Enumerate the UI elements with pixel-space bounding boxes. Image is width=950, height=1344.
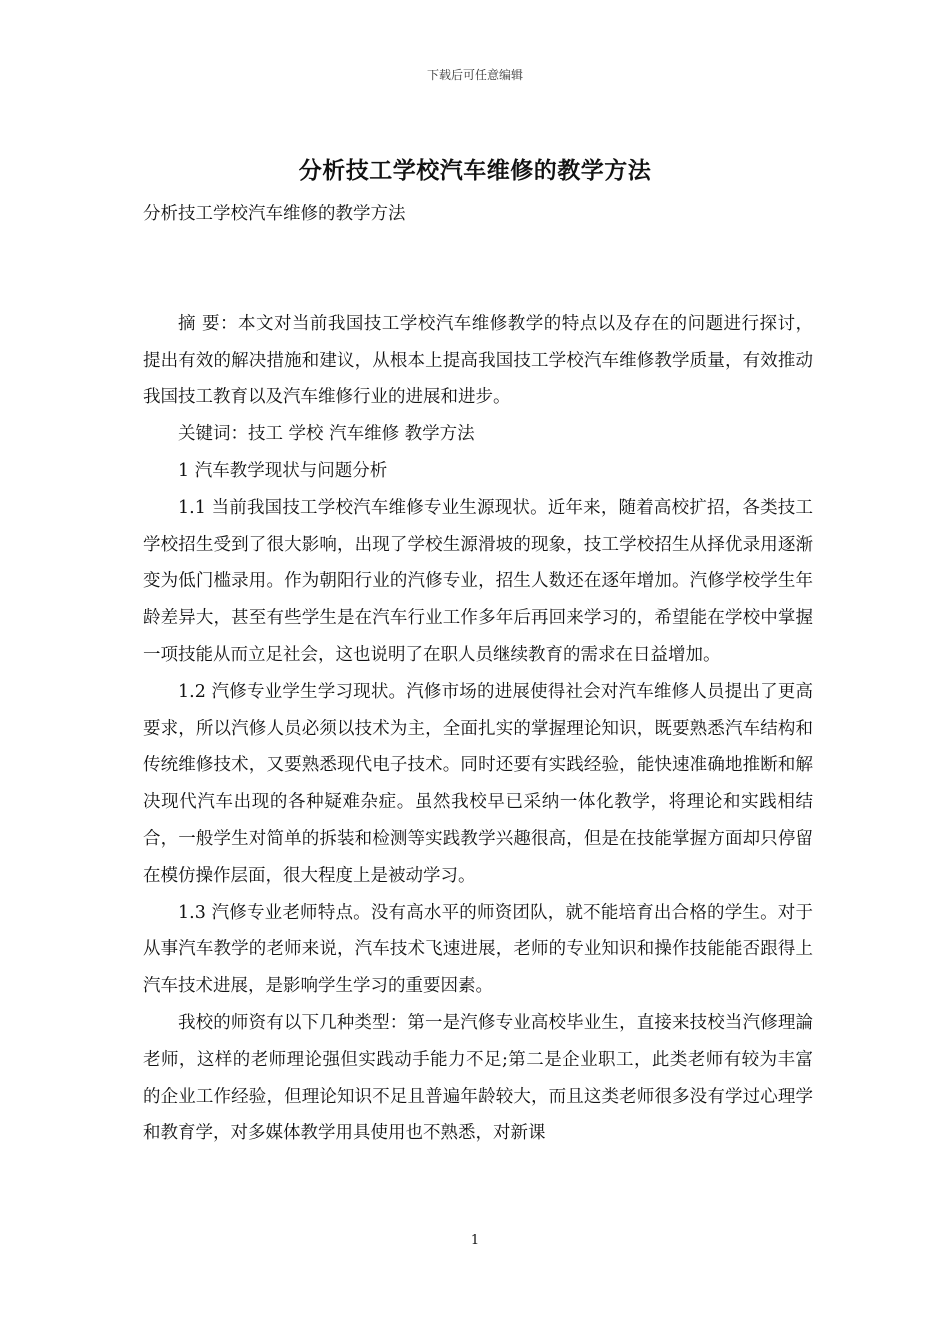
header-note: 下载后可任意编辑 [426, 68, 523, 82]
body-paragraph: 1.2 汽修专业学生学习现状。汽修市场的进展使得社会对汽车维修人员提出了更高要求，所以汽修人员必须以技术为主，全面扎实的掌握理论知识，既要熟悉汽车结构和传统维修技术，又要熟悉现代电子技术。同时还要有实践经验，能快速准确地推断和解决现代汽车出现的各种疑难杂症。虽然我校早已采纳一体化教学，将理论和实践相结合，一般学生对简单的拆装和检测等实践教学兴趣很高，但是在技能掌握方面却只停留在模仿操作层面，很大程度上是被动学习。 [143, 681, 813, 886]
document-title: 分析技工学校汽车维修的教学方法 [298, 157, 652, 184]
body-paragraph: 1.3 汽修专业老师特点。没有高水平的师资团队，就不能培育出合格的学生。对于从事汽车教学的老师来说，汽车技术飞速进展，老师的专业知识和操作技能能否跟得上汽车技术进展，是影响学生学习的重要因素。 [143, 902, 813, 997]
body-paragraph: 1.1 当前我国技工学校汽车维修专业生源现状。近年来，随着高校扩招，各类技工学校招生受到了很大影响，出现了学校生源滑坡的现象，技工学校招生从择优录用逐渐变为低门槛录用。作为朝阳行业的汽修专业，招生人数还在逐年增加。汽修学校学生年龄差异大，甚至有些学生是在汽车行业工作多年后再回来学习的，希望能在学校中掌握一项技能从而立足社会，这也说明了在职人员继续教育的需求在日益增加。 [143, 497, 813, 665]
abstract-paragraph: 摘 要：本文对当前我国技工学校汽车维修教学的特点以及存在的问题进行探讨，提出有效的解决措施和建议，从根本上提高我国技工学校汽车维修教学质量，有效推动我国技工教育以及汽车维修行业的进展和进步。 [143, 313, 813, 408]
keywords-paragraph: 关键词：技工 学校 汽车维修 教学方法 [178, 424, 475, 445]
body-paragraph: 我校的师资有以下几种类型：第一是汽修专业高校毕业生，直接来技校当汽修理論老师，这样的老师理论强但实践动手能力不足;第二是企业职工，此类老师有较为丰富的企业工作经验，但理论知识不足且普遍年龄较大，而且这类老师很多没有学过心理学和教育学，对多媒体教学用具使用也不熟悉，对新课 [143, 1012, 813, 1144]
section-heading: 1 汽车教学现状与问题分析 [178, 460, 388, 481]
page-number: 1 [470, 1233, 480, 1248]
document-body [143, 196, 813, 1152]
subtitle: 分析技工学校汽车维修的教学方法 [143, 204, 406, 224]
